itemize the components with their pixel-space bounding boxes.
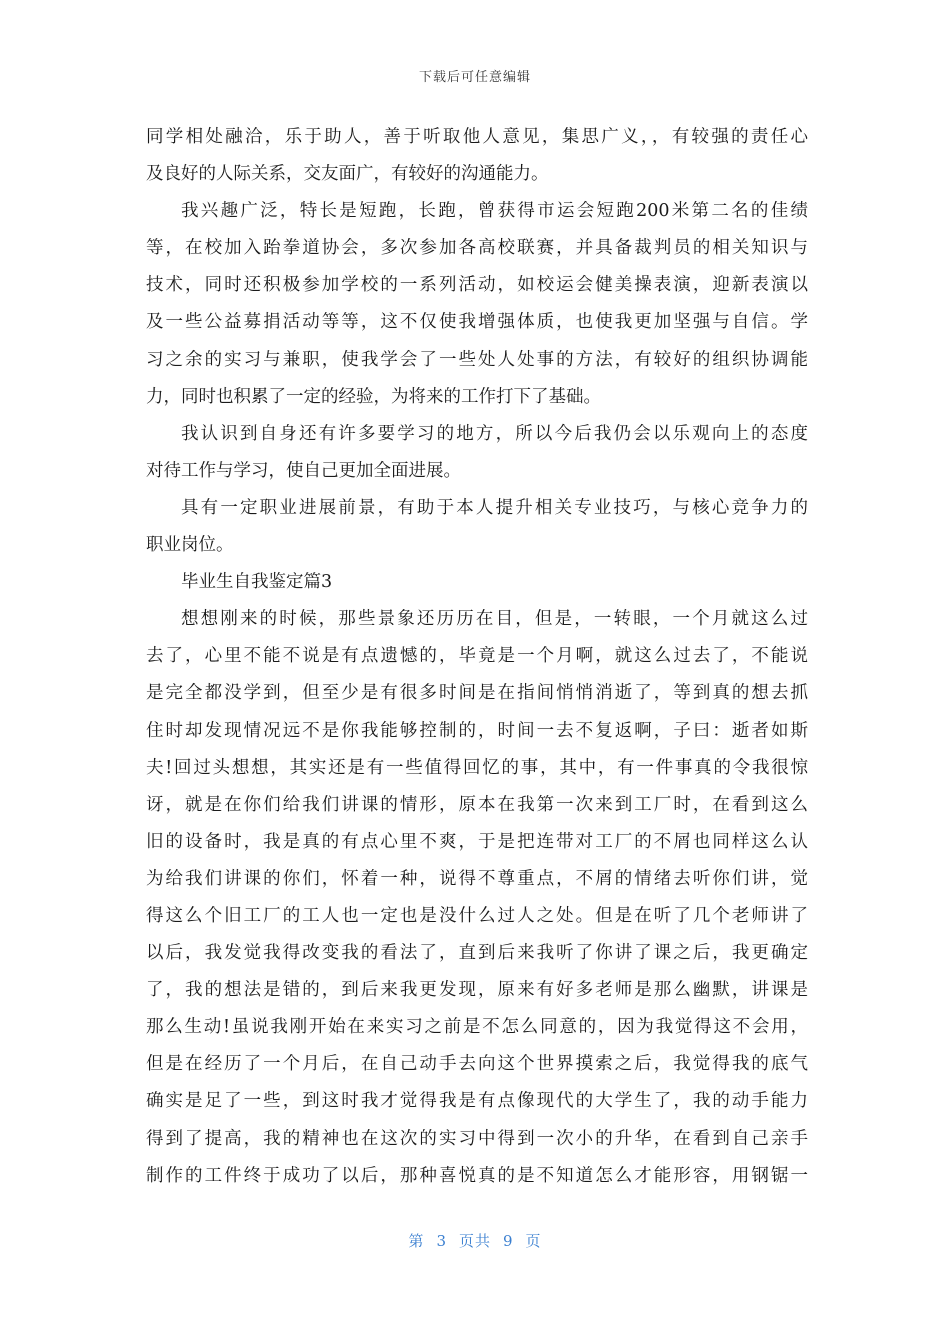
text-line: 确实是足了一些，到这时我才觉得我是有点像现代的大学生了，我的动手能力 [146,1091,808,1112]
text-line: 及一些公益募捐活动等等，这不仅使我增强体质，也使我更加坚强与自信。学 [146,312,808,333]
text-line: 得这么个旧工厂的工人也一定也是没什么过人之处。但是在听了几个老师讲了 [146,905,808,926]
text-line: 但是在经历了一个月后，在自己动手去向这个世界摸索之后，我觉得我的底气 [146,1054,808,1075]
text-line: 同学相处融洽，乐于助人，善于听取他人意见，集思广义，，有较强的责任心 [146,127,808,147]
document-body [146,119,808,1195]
text-line: 是完全都没学到，但至少是有很多时间是在指间悄悄消逝了，等到真的想去抓 [146,683,808,704]
text-line: 那么生动!虽说我刚开始在来实习之前是不怎么同意的，因为我觉得这不会用， [146,1017,808,1038]
page-prefix: 第 [408,1232,425,1250]
text-line: 夫!回过头想想，其实还是有一些值得回忆的事，其中，有一件事真的令我很惊 [146,757,808,778]
text-line: 住时却发现情况远不是你我能够控制的，时间一去不复返啊，子曰：逝者如斯 [146,720,808,741]
text-line: 为给我们讲课的你们，怀着一种，说得不尊重点，不屑的情绪去听你们讲，觉 [146,868,808,889]
text-line: 具有一定职业进展前景，有助于本人提升相关专业技巧，与核心竞争力的 [181,497,808,518]
text-line: 讶，就是在你们给我们讲课的情形，原本在我第一次来到工厂时，在看到这么 [146,794,808,815]
page-suffix: 页 [525,1232,542,1250]
text-line: 等，在校加入跆拳道协会，多次参加各高校联赛，并具备裁判员的相关知识与 [146,238,808,259]
text-line: 习之余的实习与兼职，使我学会了一些处人处事的方法，有较好的组织协调能 [146,349,808,370]
section-heading: 毕业生自我鉴定篇3 [181,572,333,593]
text-line: 了，我的想法是错的，到后来我更发现，原来有好多老师是那么幽默，讲课是 [146,980,808,1001]
text-line: 技术，同时还积极参加学校的一系列活动，如校运会健美操表演，迎新表演以 [146,275,808,296]
text-line: 对待工作与学习，使自己更加全面进展。 [146,460,461,481]
text-line: 以后，我发觉我得改变我的看法了，直到后来我听了你讲了课之后，我更确定 [146,943,808,964]
text-line: 制作的工件终于成功了以后，那种喜悦真的是不知道怎么才能形容，用钢锯一 [146,1165,808,1186]
text-line: 力，同时也积累了一定的经验，为将来的工作打下了基础。 [146,386,601,407]
text-line: 我兴趣广泛，特长是短跑，长跑，曾获得市运会短跑200米第二名的佳绩 [181,201,808,222]
text-line: 及良好的人际关系，交友面广，有较好的沟通能力。 [146,164,549,185]
page-middle: 页共 [458,1232,491,1250]
total-pages-number: 9 [503,1232,514,1250]
text-line: 去了，心里不能不说是有点遗憾的，毕竟是一个月啊，就这么过去了，不能说 [146,646,808,667]
current-page-number: 3 [436,1232,447,1250]
text-line: 职业岗位。 [146,535,234,556]
text-line: 想想刚来的时候，那些景象还历历在目，但是，一转眼，一个月就这么过 [181,609,808,630]
text-line: 我认识到自身还有许多要学习的地方，所以今后我仍会以乐观向上的态度 [181,423,808,444]
text-line: 旧的设备时，我是真的有点心里不爽，于是把连带对工厂的不屑也同样这么认 [146,831,808,852]
text-line: 得到了提高，我的精神也在这次的实习中得到一次小的升华，在看到自己亲手 [146,1128,808,1149]
page-footer [0,1230,950,1251]
page-header: 下载后可任意编辑 [418,70,531,85]
